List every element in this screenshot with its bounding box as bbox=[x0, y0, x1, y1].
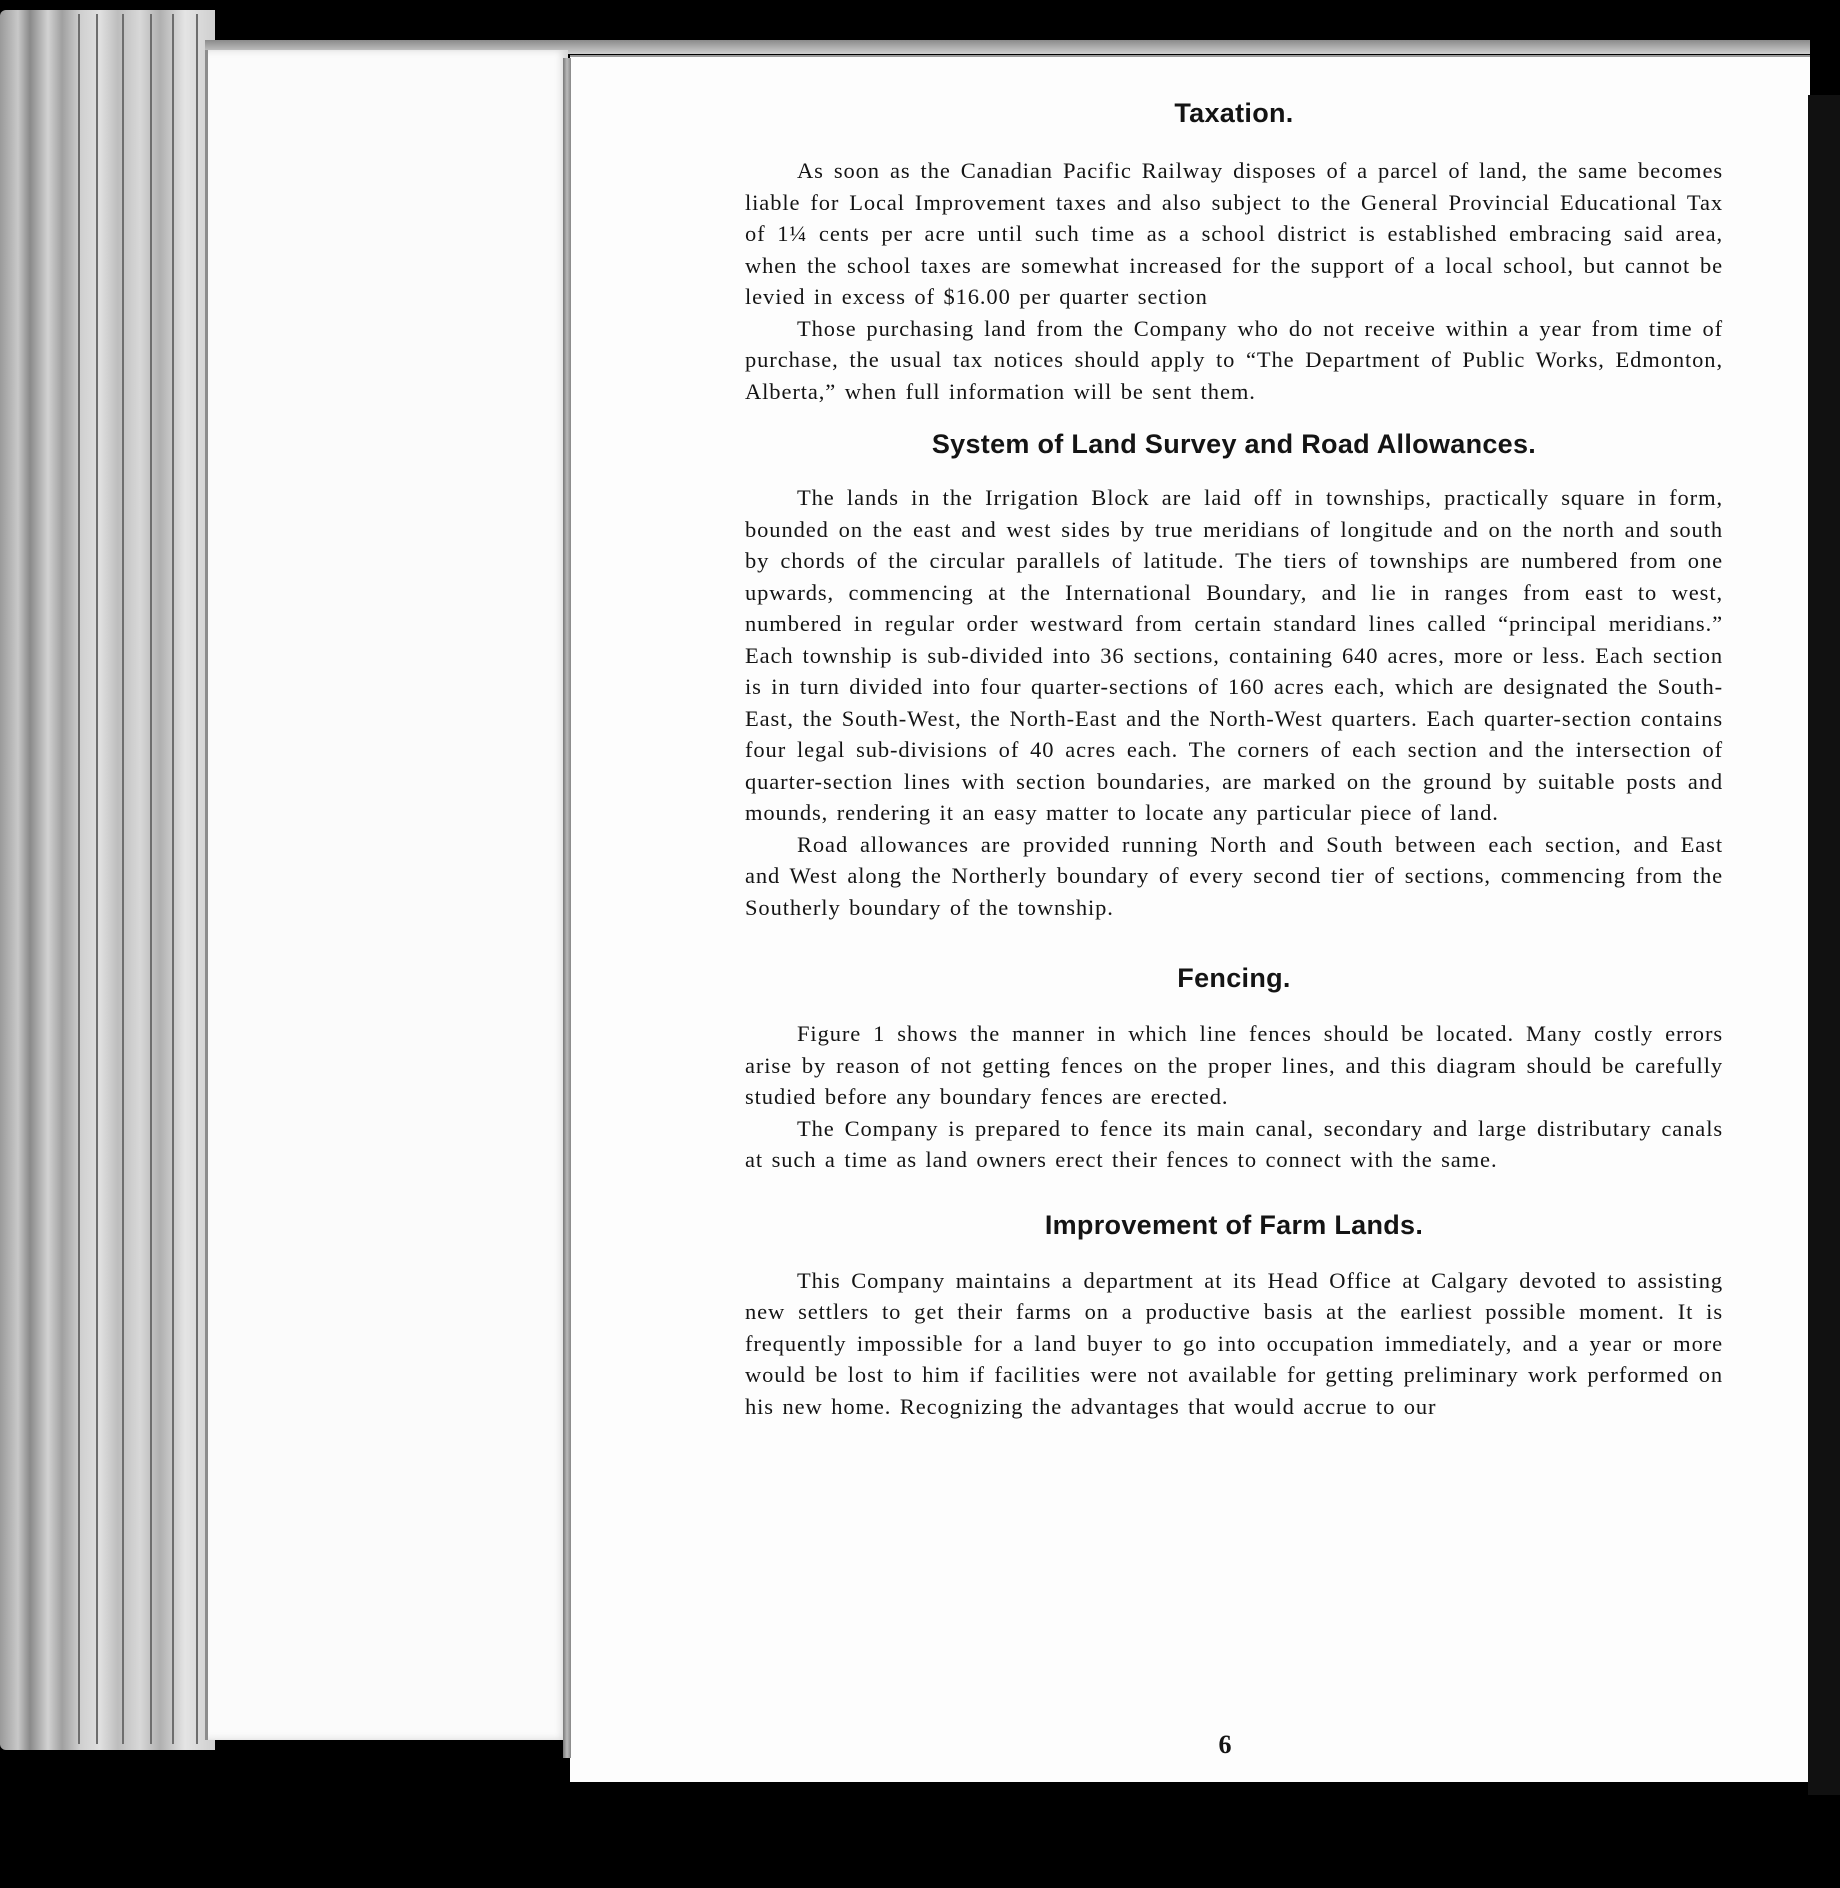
book-gutter bbox=[563, 58, 571, 1758]
page-number: 6 bbox=[1218, 1730, 1232, 1759]
page-stack-line bbox=[196, 14, 198, 1744]
page-text-block bbox=[745, 90, 1723, 1422]
land-survey-paragraph-2: Road allowances are provided running North and South between each section, and East and West along the Northerly boundary of every second tier of sections, commencing from the Southerly boundary of the township. bbox=[745, 831, 1723, 920]
book-page-stack bbox=[0, 10, 215, 1750]
fencing-heading: Fencing. bbox=[1177, 963, 1291, 993]
page-stack-line bbox=[78, 14, 80, 1744]
right-edge-shadow bbox=[1808, 95, 1840, 1795]
land-survey-heading: System of Land Survey and Road Allowances. bbox=[931, 429, 1537, 459]
page-stack-line bbox=[172, 14, 174, 1744]
page-stack-line bbox=[122, 14, 124, 1744]
page-stack-line bbox=[150, 14, 152, 1744]
land-survey-paragraph-1: The lands in the Irrigation Block are laid off in townships, practically square in form, bounded on the east and west sides by true meridians of longitude and on the north and south by chords of the circular parallels of latitude. The tiers of townships are numbered from one upwards, commencing at the International Boundary, and lie in ranges from east to west, numbered in regular order westward from certain standard lines called “principal meridians.” Each township is sub-divided into 36 sections, containing 640 acres, more or less. Each section is in turn divided into four quarter-sections of 160 acres each, which are designated the South-East, the South-West, the North-East and the North-West quarters. Each quarter-section contains four legal sub-divisions of 40 acres each. The corners of each section and the intersection of quarter-section lines with section boundaries, are marked on the ground by suitable posts and mounds, rendering it an easy matter to locate any particular piece of land. bbox=[745, 485, 1723, 825]
taxation-heading: Taxation. bbox=[1174, 98, 1294, 128]
left-blank-page bbox=[205, 50, 568, 1740]
page-stack-line bbox=[96, 14, 98, 1744]
taxation-paragraph-2: Those purchasing land from the Company who do not receive within a year from time of purchase, the usual tax notices should apply to “The Department of Public Works, Edmonton, Alberta,” when full information will be sent them. bbox=[745, 315, 1723, 404]
fencing-paragraph-1: Figure 1 shows the manner in which line fences should be located. Many costly errors arise by reason of not getting fences on the proper lines, and this diagram should be carefully studied before any boundary fences are erected. bbox=[745, 1021, 1723, 1109]
improvement-heading: Improvement of Farm Lands. bbox=[1044, 1209, 1424, 1240]
fencing-paragraph-2: The Company is prepared to fence its main canal, secondary and large distributary canals at such a time as land owners erect their fences to connect with the same. bbox=[745, 1115, 1723, 1172]
improvement-paragraph-1: This Company maintains a department at its Head Office at Calgary devoted to assisting new settlers to get their farms on a productive basis at the earliest possible moment. It is frequently impossible for a land buyer to go into occupation immediately, and a year or more would be lost to him if facilities were not available for getting preliminary work performed on his new home. Recognizing the advantages that would accrue to our bbox=[745, 1267, 1723, 1419]
taxation-paragraph-1: As soon as the Canadian Pacific Railway disposes of a parcel of land, the same becomes liable for Local Improvement taxes and also subject to the General Provincial Educational Tax of 1¼ cents per acre until such time as a school district is established embracing said area, when the school taxes are somewhat increased for the support of a local school, but cannot be levied in excess of $16.00 per quarter section bbox=[745, 158, 1723, 309]
